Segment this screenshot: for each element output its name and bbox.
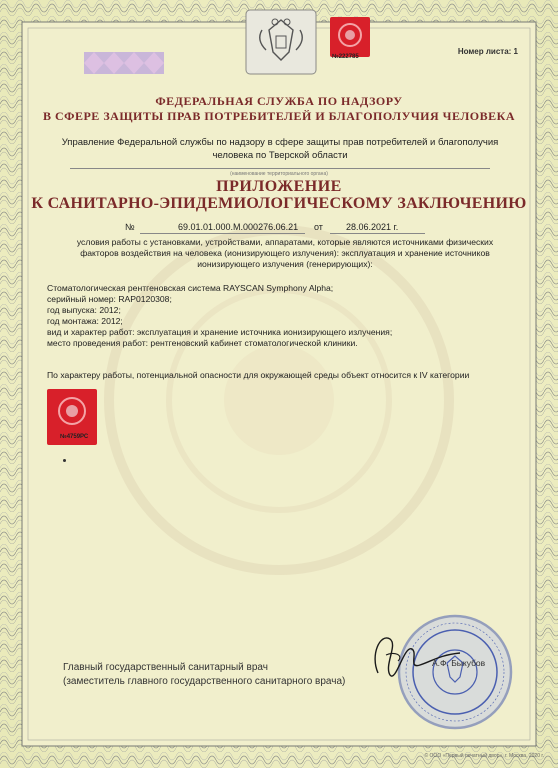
hologram-code-top: №222785 bbox=[332, 54, 359, 60]
detail-line: год монтажа: 2012; bbox=[47, 316, 123, 326]
category-statement: По характеру работы, потенциальной опасности для окружающей среды объект относится к IV категории bbox=[47, 370, 470, 380]
detail-line: серийный номер: RAP0120308; bbox=[47, 294, 172, 304]
sheet-number: Номер листа: 1 bbox=[457, 47, 518, 56]
signatory-title-line1: Главный государственный санитарный врач bbox=[63, 662, 268, 673]
equipment-details bbox=[47, 283, 517, 349]
detail-line: место проведения работ: рентгеновский кабинет стоматологической клиники. bbox=[47, 338, 358, 348]
conditions-text: условия работы с установками, устройствами, аппаратами, которые являются источниками физических факторов воздействия на человека (ионизирующего излучения): эксплуатация и хранение источников ионизирующего излучения (генерирующих): bbox=[76, 237, 494, 269]
conclusion-number: 69.01.01.000.М.000276.06.21 bbox=[178, 222, 299, 232]
agency-name-line2: В СФЕРЕ ЗАЩИТЫ ПРАВ ПОТРЕБИТЕЛЕЙ И БЛАГОПОЛУЧИЯ ЧЕЛОВЕКА bbox=[43, 109, 515, 123]
signatory-name: А.Ф. Быкубов bbox=[432, 658, 486, 668]
department-name: Управление Федеральной службы по надзору в сфере защиты прав потребителей и благополучия человека по Тверской области bbox=[61, 137, 499, 161]
coat-of-arms-emblem bbox=[242, 6, 320, 78]
hologram-strip bbox=[84, 52, 164, 74]
number-label: № bbox=[125, 222, 135, 232]
hologram-seal-icon bbox=[330, 17, 370, 57]
detail-line: год выпуска: 2012; bbox=[47, 305, 121, 315]
date-label: от bbox=[314, 222, 323, 232]
conclusion-date: 28.06.2021 г. bbox=[346, 222, 399, 232]
handwritten-signature bbox=[360, 625, 470, 685]
divider-line bbox=[70, 168, 490, 169]
department-caption: (наименование территориального органа) bbox=[230, 171, 328, 177]
document-title-line1: ПРИЛОЖЕНИЕ bbox=[216, 178, 342, 195]
signatory-title-line2: (заместитель главного государственного санитарного врача) bbox=[63, 676, 346, 687]
date-underline bbox=[330, 233, 425, 234]
document-title-line2: К САНИТАРНО-ЭПИДЕМИОЛОГИЧЕСКОМУ ЗАКЛЮЧЕНИЮ bbox=[31, 195, 527, 212]
detail-line: Стоматологическая рентгеновская система RAYSCAN Symphony Alpha; bbox=[47, 283, 334, 293]
dot-mark bbox=[63, 459, 66, 462]
detail-line: вид и характер работ: эксплуатация и хранение источника ионизирующего излучения; bbox=[47, 327, 393, 337]
number-underline bbox=[140, 233, 305, 234]
printer-footer: © ООО «Первый печатный двор», г. Москва, 2020 г. bbox=[424, 753, 544, 759]
agency-name-line1: ФЕДЕРАЛЬНАЯ СЛУЖБА ПО НАДЗОРУ bbox=[155, 94, 403, 108]
hologram-code-left: №4759РС bbox=[60, 434, 89, 440]
